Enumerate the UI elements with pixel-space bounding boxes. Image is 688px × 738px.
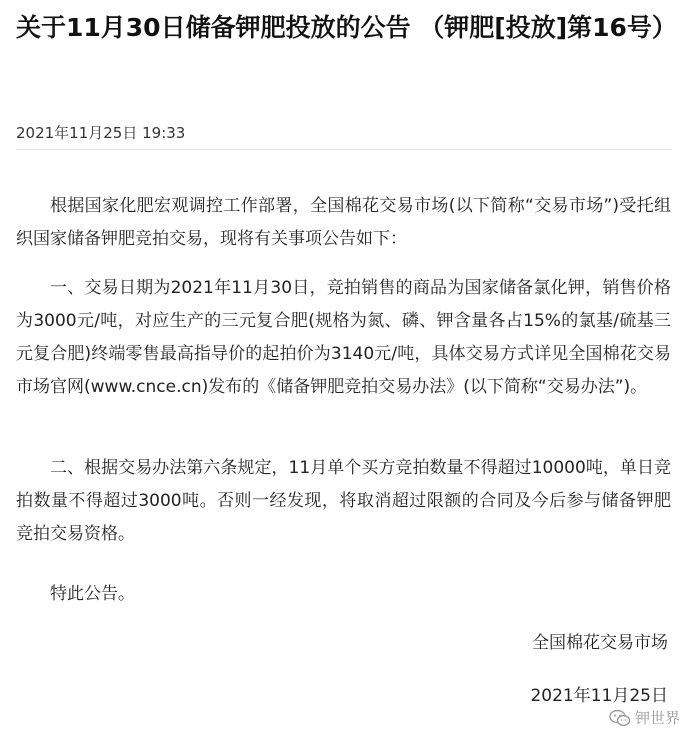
paragraph-item-two: 二、根据交易办法第六条规定，11月单个买方竞拍数量不得超过10000吨，单日竞拍数量不得超过3000吨。否则一经发现，将取消超过限额的合同及今后参与储备钾肥竞拍交易资格。 xyxy=(16,458,671,544)
publish-datetime: 2021年11月25日 19:33 xyxy=(16,124,186,142)
paragraph-intro: 根据国家化肥宏观调控工作部署，全国棉花交易市场(以下简称“交易市场”)受托组织国家储备钾肥竞拍交易，现将有关事项公告如下： xyxy=(16,196,671,249)
header-divider xyxy=(16,149,672,150)
paragraph-closing: 特此公告。 xyxy=(50,584,135,604)
paragraph-item-one: 一、交易日期为2021年11月30日，竞拍销售的商品为国家储备氯化钾，销售价格为3000元/吨，对应生产的三元复合肥(规格为氮、磷、钾含量各占15%的氯基/硫基三元复合肥)终端零售最高指导价的起拍价为3140元/吨，具体交易方式详见全国棉花交易市场官网(www.cnce.cn)发布的《储备钾肥竞拍交易办法》(以下简称“交易办法”)。 xyxy=(16,278,671,397)
signature-date: 2021年11月25日 xyxy=(530,686,668,706)
page-title: 关于11月30日储备钾肥投放的公告 （钾肥[投放]第16号） xyxy=(16,13,677,42)
signature-organization: 全国棉花交易市场 xyxy=(532,633,668,653)
watermark xyxy=(609,706,680,730)
watermark-text: 钾世界 xyxy=(634,709,680,727)
wechat-icon xyxy=(609,709,631,727)
